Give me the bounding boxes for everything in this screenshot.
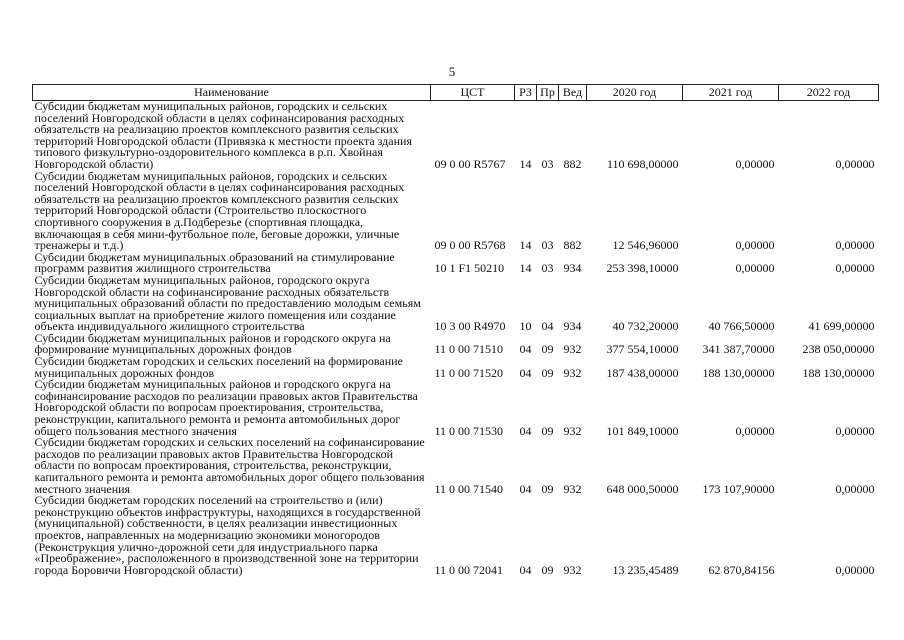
row-2021: 40 766,50000 bbox=[708, 319, 775, 334]
row-ved: 882 bbox=[563, 156, 582, 171]
row-ved: 934 bbox=[563, 319, 582, 334]
row-rz: 14 bbox=[519, 238, 532, 253]
header-pr: Пр bbox=[537, 85, 559, 101]
header-2020: 2020 год bbox=[587, 85, 683, 101]
row-2022: 0,00000 bbox=[835, 562, 875, 577]
row-cst: 10 1 F1 50210 bbox=[434, 261, 505, 276]
row-rz: 04 bbox=[519, 562, 532, 577]
row-cst: 11 0 00 71520 bbox=[434, 365, 504, 380]
row-2022: 0,00000 bbox=[835, 156, 875, 171]
row-rz: 10 bbox=[519, 319, 532, 334]
row-name: Субсидии бюджетам муниципальных районов, городских и сельских поселений Новгородской области в целях софинансирования расходных обязательств на реализацию проектов комплексного развития сельских территорий Новгородской области (Строительство плоскостного спортивного сооружения в д.Подберезье (спортивная площадка, включающая в себя мини-футбольное поле, беговые дорожки, уличные тренажеры и т.д.) bbox=[34, 168, 405, 253]
table-row bbox=[33, 275, 879, 333]
row-name: Субсидии бюджетам муниципальных районов и городского округа на формирование муниципальных дорожных фондов bbox=[34, 330, 391, 357]
table-row bbox=[33, 171, 879, 252]
row-name: Субсидии бюджетам городских и сельских поселений на формирование муниципальных дорожных фондов bbox=[34, 354, 403, 380]
row-2021: 188 130,00000 bbox=[702, 365, 775, 380]
row-ved: 934 bbox=[563, 261, 582, 276]
row-name: Субсидии бюджетам муниципальных образований на стимулирование программ развития жилищного строительства bbox=[34, 249, 395, 276]
row-rz: 14 bbox=[519, 156, 532, 171]
row-pr: 03 bbox=[541, 261, 554, 276]
row-pr: 03 bbox=[541, 156, 554, 171]
row-2022: 41 699,00000 bbox=[808, 319, 875, 334]
row-2020: 377 554,10000 bbox=[606, 342, 679, 357]
budget-table bbox=[32, 84, 879, 576]
row-name: Субсидии бюджетам городских поселений на строительство и (или) реконструкцию объектов инфраструктуры, находящихся в государственной (муниципальной) собственности, в целях реализации инвестиционных проектов, направленных на модернизацию экономики моногородов (Реконструкция улично-дорожной сети для индустриального парка «Преображение», расположенного в производственной зоне на территории города Боровичи Новгородской области) bbox=[34, 493, 421, 577]
row-2020: 648 000,50000 bbox=[606, 481, 679, 496]
row-rz: 14 bbox=[519, 261, 532, 276]
row-ved: 882 bbox=[563, 238, 582, 253]
row-pr: 09 bbox=[541, 423, 554, 438]
row-rz: 04 bbox=[519, 342, 532, 357]
row-2022: 0,00000 bbox=[835, 238, 875, 253]
row-2021: 0,00000 bbox=[735, 238, 775, 253]
page-number: 5 bbox=[448, 64, 456, 79]
row-2020: 187 438,00000 bbox=[606, 365, 679, 380]
header-rz: РЗ bbox=[515, 85, 537, 101]
header-2022: 2022 год bbox=[779, 85, 879, 101]
row-2022: 238 050,00000 bbox=[802, 342, 875, 357]
row-pr: 09 bbox=[541, 562, 554, 577]
row-pr: 04 bbox=[541, 319, 554, 334]
row-ved: 932 bbox=[563, 562, 582, 577]
row-cst: 10 3 00 R4970 bbox=[434, 319, 506, 334]
row-2022: 188 130,00000 bbox=[802, 365, 875, 380]
table-row bbox=[33, 495, 879, 576]
row-cst: 11 0 00 71510 bbox=[434, 342, 504, 357]
row-rz: 04 bbox=[519, 423, 532, 438]
row-name: Субсидии бюджетам городских и сельских поселений на софинансирование расходов по реализации правовых актов Правительства Новгородской области по вопросам проектирования, строительства, реконструкции, капитального ремонта и ремонта автомобильных дорог общего пользования местного значения bbox=[34, 435, 425, 496]
row-rz: 04 bbox=[519, 481, 532, 496]
row-2021: 0,00000 bbox=[735, 156, 775, 171]
row-cst: 11 0 00 71540 bbox=[434, 481, 504, 496]
table-row bbox=[33, 356, 879, 379]
row-cst: 11 0 00 72041 bbox=[434, 562, 504, 577]
row-2022: 0,00000 bbox=[835, 481, 875, 496]
table-row bbox=[33, 437, 879, 495]
row-cst: 09 0 00 R5768 bbox=[434, 238, 506, 253]
row-2021: 173 107,90000 bbox=[702, 481, 775, 496]
row-2021: 0,00000 bbox=[735, 423, 775, 438]
row-pr: 03 bbox=[541, 238, 554, 253]
table-row bbox=[33, 333, 879, 356]
row-2020: 253 398,10000 bbox=[606, 261, 679, 276]
row-ved: 932 bbox=[563, 423, 582, 438]
row-2021: 0,00000 bbox=[735, 261, 775, 276]
row-2021: 62 870,84156 bbox=[708, 562, 775, 577]
row-cst: 09 0 00 R5767 bbox=[434, 156, 506, 171]
row-2022: 0,00000 bbox=[835, 261, 875, 276]
header-cst: ЦСТ bbox=[431, 85, 515, 101]
row-ved: 932 bbox=[563, 365, 582, 380]
row-name: Субсидии бюджетам муниципальных районов, городского округа Новгородской области на софинансирование расходных обязательств муниципальных образований области по предоставлению молодым семьям социальных выплат на приобретение жилого помещения или создание объекта индивидуального жилищного строительства bbox=[34, 272, 421, 334]
row-2021: 341 387,70000 bbox=[702, 342, 775, 357]
row-cst: 11 0 00 71530 bbox=[434, 423, 504, 438]
header-ved: Вед bbox=[559, 85, 587, 101]
row-2020: 12 546,96000 bbox=[612, 238, 679, 253]
row-name: Субсидии бюджетам муниципальных районов и городского округа на софинансирование расходов по реализации правовых актов Правительства Новгородской области по вопросам проектирования, строительства, реконструкции, капитального ремонта и ремонта автомобильных дорог общего пользования местного значения bbox=[34, 377, 418, 438]
row-ved: 932 bbox=[563, 342, 582, 357]
row-name: Субсидии бюджетам муниципальных районов, городских и сельских поселений Новгородской области в целях софинансирования расходных обязательств на реализацию проектов комплексного развития сельских территорий Новгородской области (Привязка к местности проекта здания типового физкультурно-оздоровительного комплекса в р.п. Хвойная Новгородской области) bbox=[34, 99, 412, 171]
row-rz: 04 bbox=[519, 365, 532, 380]
header-2021: 2021 год bbox=[683, 85, 779, 101]
header-name: Наименование bbox=[33, 85, 431, 101]
row-2020: 13 235,45489 bbox=[612, 562, 679, 577]
row-2020: 40 732,20000 bbox=[612, 319, 679, 334]
table-row bbox=[33, 252, 879, 275]
row-pr: 09 bbox=[541, 481, 554, 496]
table-row bbox=[33, 379, 879, 437]
row-ved: 932 bbox=[563, 481, 582, 496]
row-2020: 101 849,10000 bbox=[606, 423, 679, 438]
table-row bbox=[33, 101, 879, 171]
row-2022: 0,00000 bbox=[835, 423, 875, 438]
row-2020: 110 698,00000 bbox=[606, 156, 679, 171]
row-pr: 09 bbox=[541, 365, 554, 380]
row-pr: 09 bbox=[541, 342, 554, 357]
